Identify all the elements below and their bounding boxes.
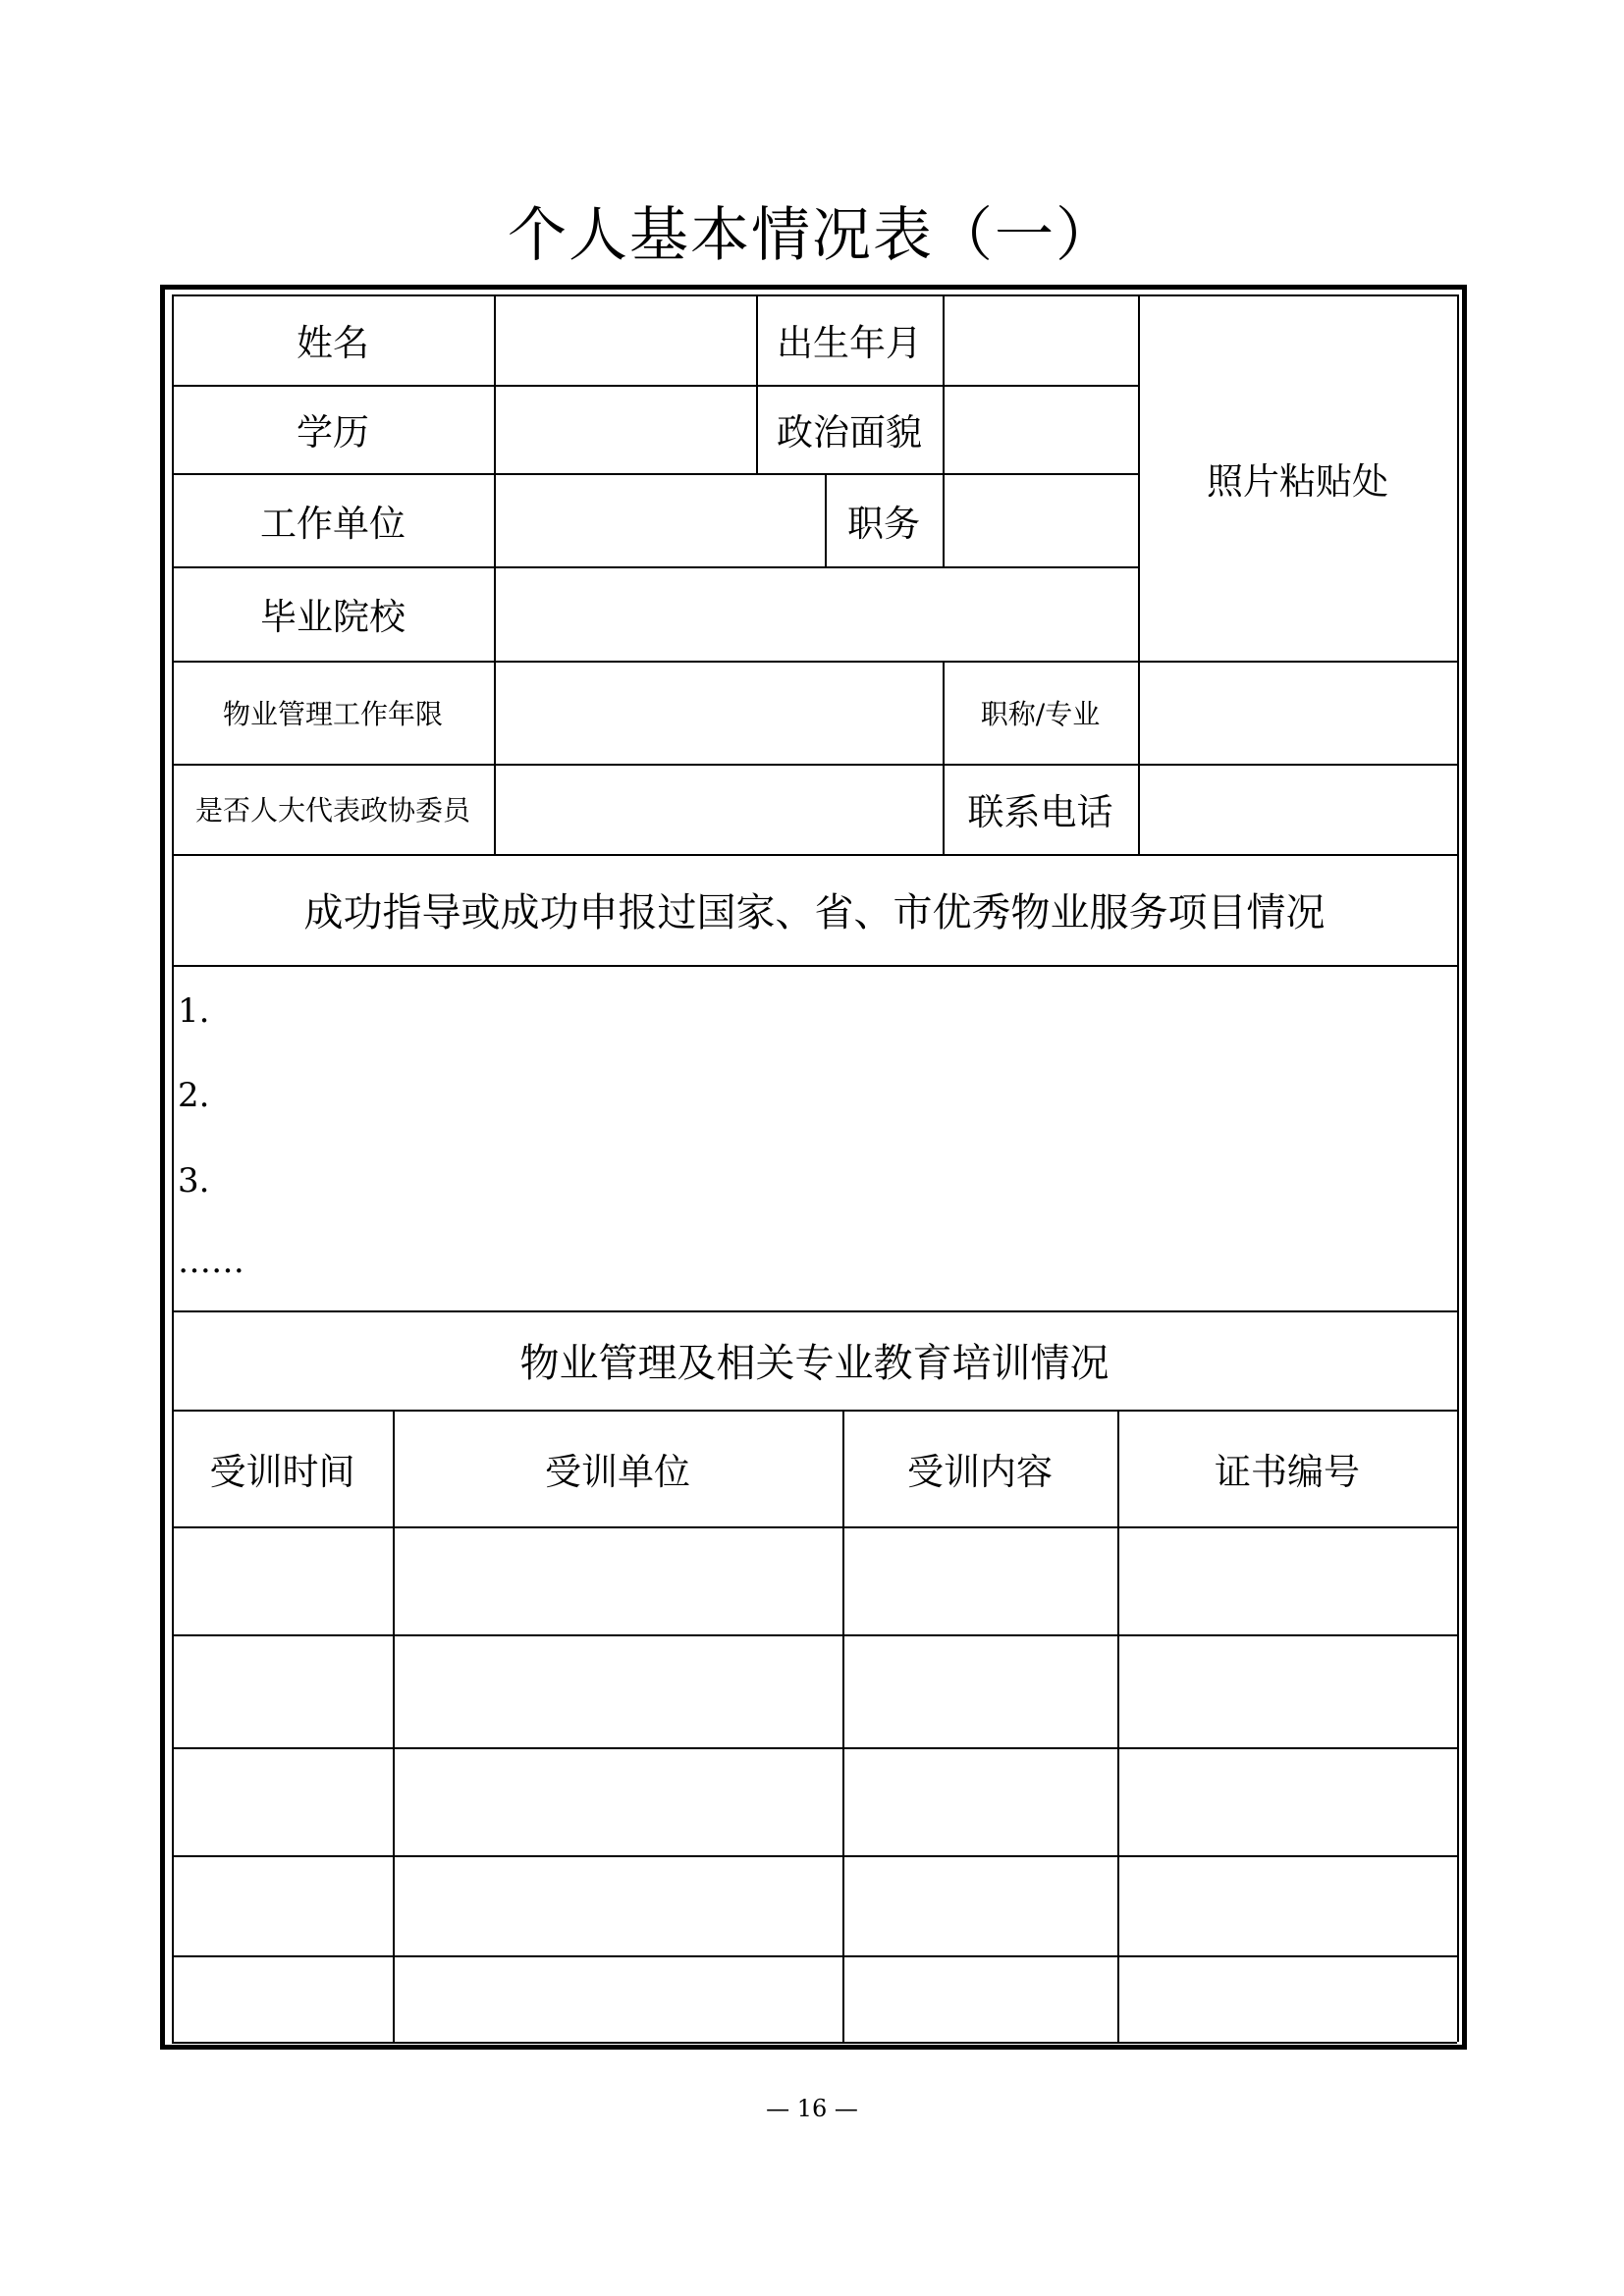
input-npc[interactable] [494,764,943,854]
training-heading: 物业管理及相关专业教育培训情况 [519,1341,1110,1386]
label-education: 学历 [297,411,369,454]
input-school[interactable] [494,566,1138,661]
input-phone[interactable] [1138,764,1457,854]
input-name[interactable] [494,294,756,385]
input-workplace[interactable] [494,473,825,566]
col-training-time: 受训时间 [209,1450,355,1493]
input-years[interactable] [494,661,943,764]
input-political[interactable] [943,385,1138,473]
project-item-more: …… [178,1242,244,1281]
projects-heading: 成功指导或成功申报过国家、省、市优秀物业服务项目情况 [303,890,1326,935]
photo-area[interactable]: 照片粘贴处 [1207,459,1388,503]
label-phone: 联系电话 [967,791,1113,833]
label-name: 姓名 [297,322,369,364]
label-position: 职务 [847,502,920,545]
project-item-3: 3. [178,1161,210,1201]
col-training-unit: 受训单位 [545,1450,690,1493]
label-school: 毕业院校 [260,596,406,638]
input-birth[interactable] [943,294,1138,385]
page-title: 个人基本情况表（一） [508,201,1116,270]
label-title-major: 职称/专业 [980,697,1101,730]
project-item-1: 1. [178,991,210,1031]
input-position[interactable] [943,473,1138,566]
project-item-2: 2. [178,1076,210,1115]
input-education[interactable] [494,385,756,473]
label-npc: 是否人大代表政协委员 [194,794,470,827]
label-political: 政治面貌 [777,411,922,454]
label-birth: 出生年月 [777,322,922,364]
page-number: — 16 — [766,2095,858,2122]
label-years: 物业管理工作年限 [222,697,443,730]
label-workplace: 工作单位 [260,502,406,545]
col-certificate-no: 证书编号 [1215,1450,1360,1493]
input-title-major[interactable] [1138,661,1457,764]
col-training-content: 受训内容 [907,1450,1053,1493]
